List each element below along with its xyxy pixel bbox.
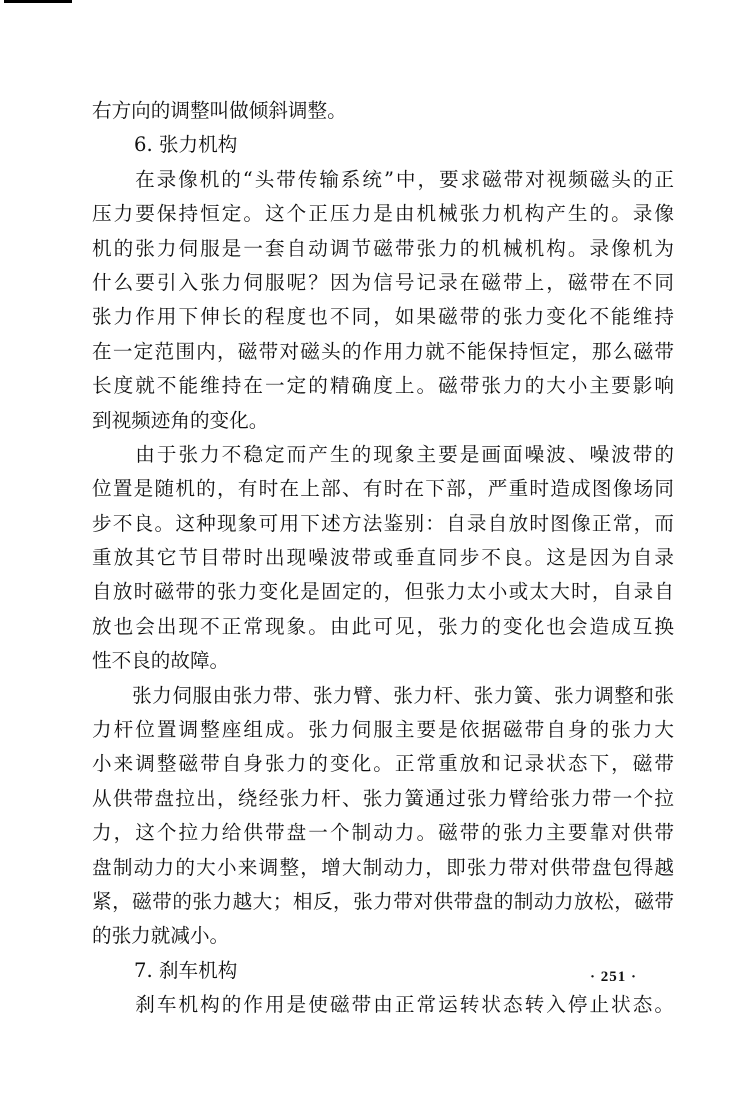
text-line: 什么要引入张力伺服呢？因为信号记录在磁带上，磁带在不同 [92,270,674,294]
text-line: 紧，磁带的张力越大；相反，张力带对供带盘的制动力放松，磁带 [92,889,674,913]
text-line: 在录像机的“头带传输系统”中，要求磁带对视频磁头的正 [92,167,674,191]
text-line: 从供带盘拉出，绕经张力杆、张力簧通过张力臂给张力带一个拉 [92,786,674,810]
text-line: 的张力就减小。 [92,924,230,948]
text-line: 张力伺服由张力带、张力臂、张力杆、张力簧、张力调整和张 [92,683,674,707]
text-line: 张力作用下伸长的程度也不同，如果磁带的张力变化不能维持 [92,305,674,329]
text-line: 重放其它节目带时出现噪波带或垂直同步不良。这是因为自录 [92,546,674,570]
page-body [92,94,674,1023]
scan-edge-mark [4,0,72,3]
text-line: 由于张力不稳定而产生的现象主要是画面噪波、噪波带的 [92,442,674,466]
section-heading-brake: 7. 刹车机构 [134,958,238,982]
text-line: 力，这个拉力给供带盘一个制动力。磁带的张力主要靠对供带 [92,821,674,845]
text-line: 长度就不能维持在一定的精确度上。磁带张力的大小主要影响 [92,374,674,398]
text-line: 步不良。这种现象可用下述方法鉴别：自录自放时图像正常，而 [92,511,674,535]
text-line: 在一定范围内，磁带对磁头的作用力就不能保持恒定，那么磁带 [92,339,674,363]
text-line: 刹车机构的作用是使磁带由正常运转状态转入停止状态。 [92,993,674,1017]
text-line: 右方向的调整叫做倾斜调整。 [92,99,347,122]
text-line: 机的张力伺服是一套自动调节磁带张力的机械机构。录像机为 [92,236,674,260]
text-line: 性不良的故障。 [92,649,230,673]
text-line: 位置是随机的，有时在上部、有时在下部，严重时造成图像场同 [92,477,674,501]
section-heading-tension: 6. 张力机构 [134,133,238,157]
text-line: 自放时磁带的张力变化是固定的，但张力太小或太大时，自录自 [92,580,674,604]
text-line: 小来调整磁带自身张力的变化。正常重放和记录状态下，磁带 [92,752,674,776]
page-number: · 251 · [590,969,638,985]
text-line: 盘制动力的大小来调整，增大制动力，即张力带对供带盘包得越 [92,855,674,879]
text-line: 力杆位置调整座组成。张力伺服主要是依据磁带自身的张力大 [92,718,674,742]
text-line: 放也会出现不正常现象。由此可见，张力的变化也会造成互换 [92,614,674,638]
text-line: 压力要保持恒定。这个正压力是由机械张力机构产生的。录像 [92,202,674,226]
text-line: 到视频迹角的变化。 [92,408,269,432]
